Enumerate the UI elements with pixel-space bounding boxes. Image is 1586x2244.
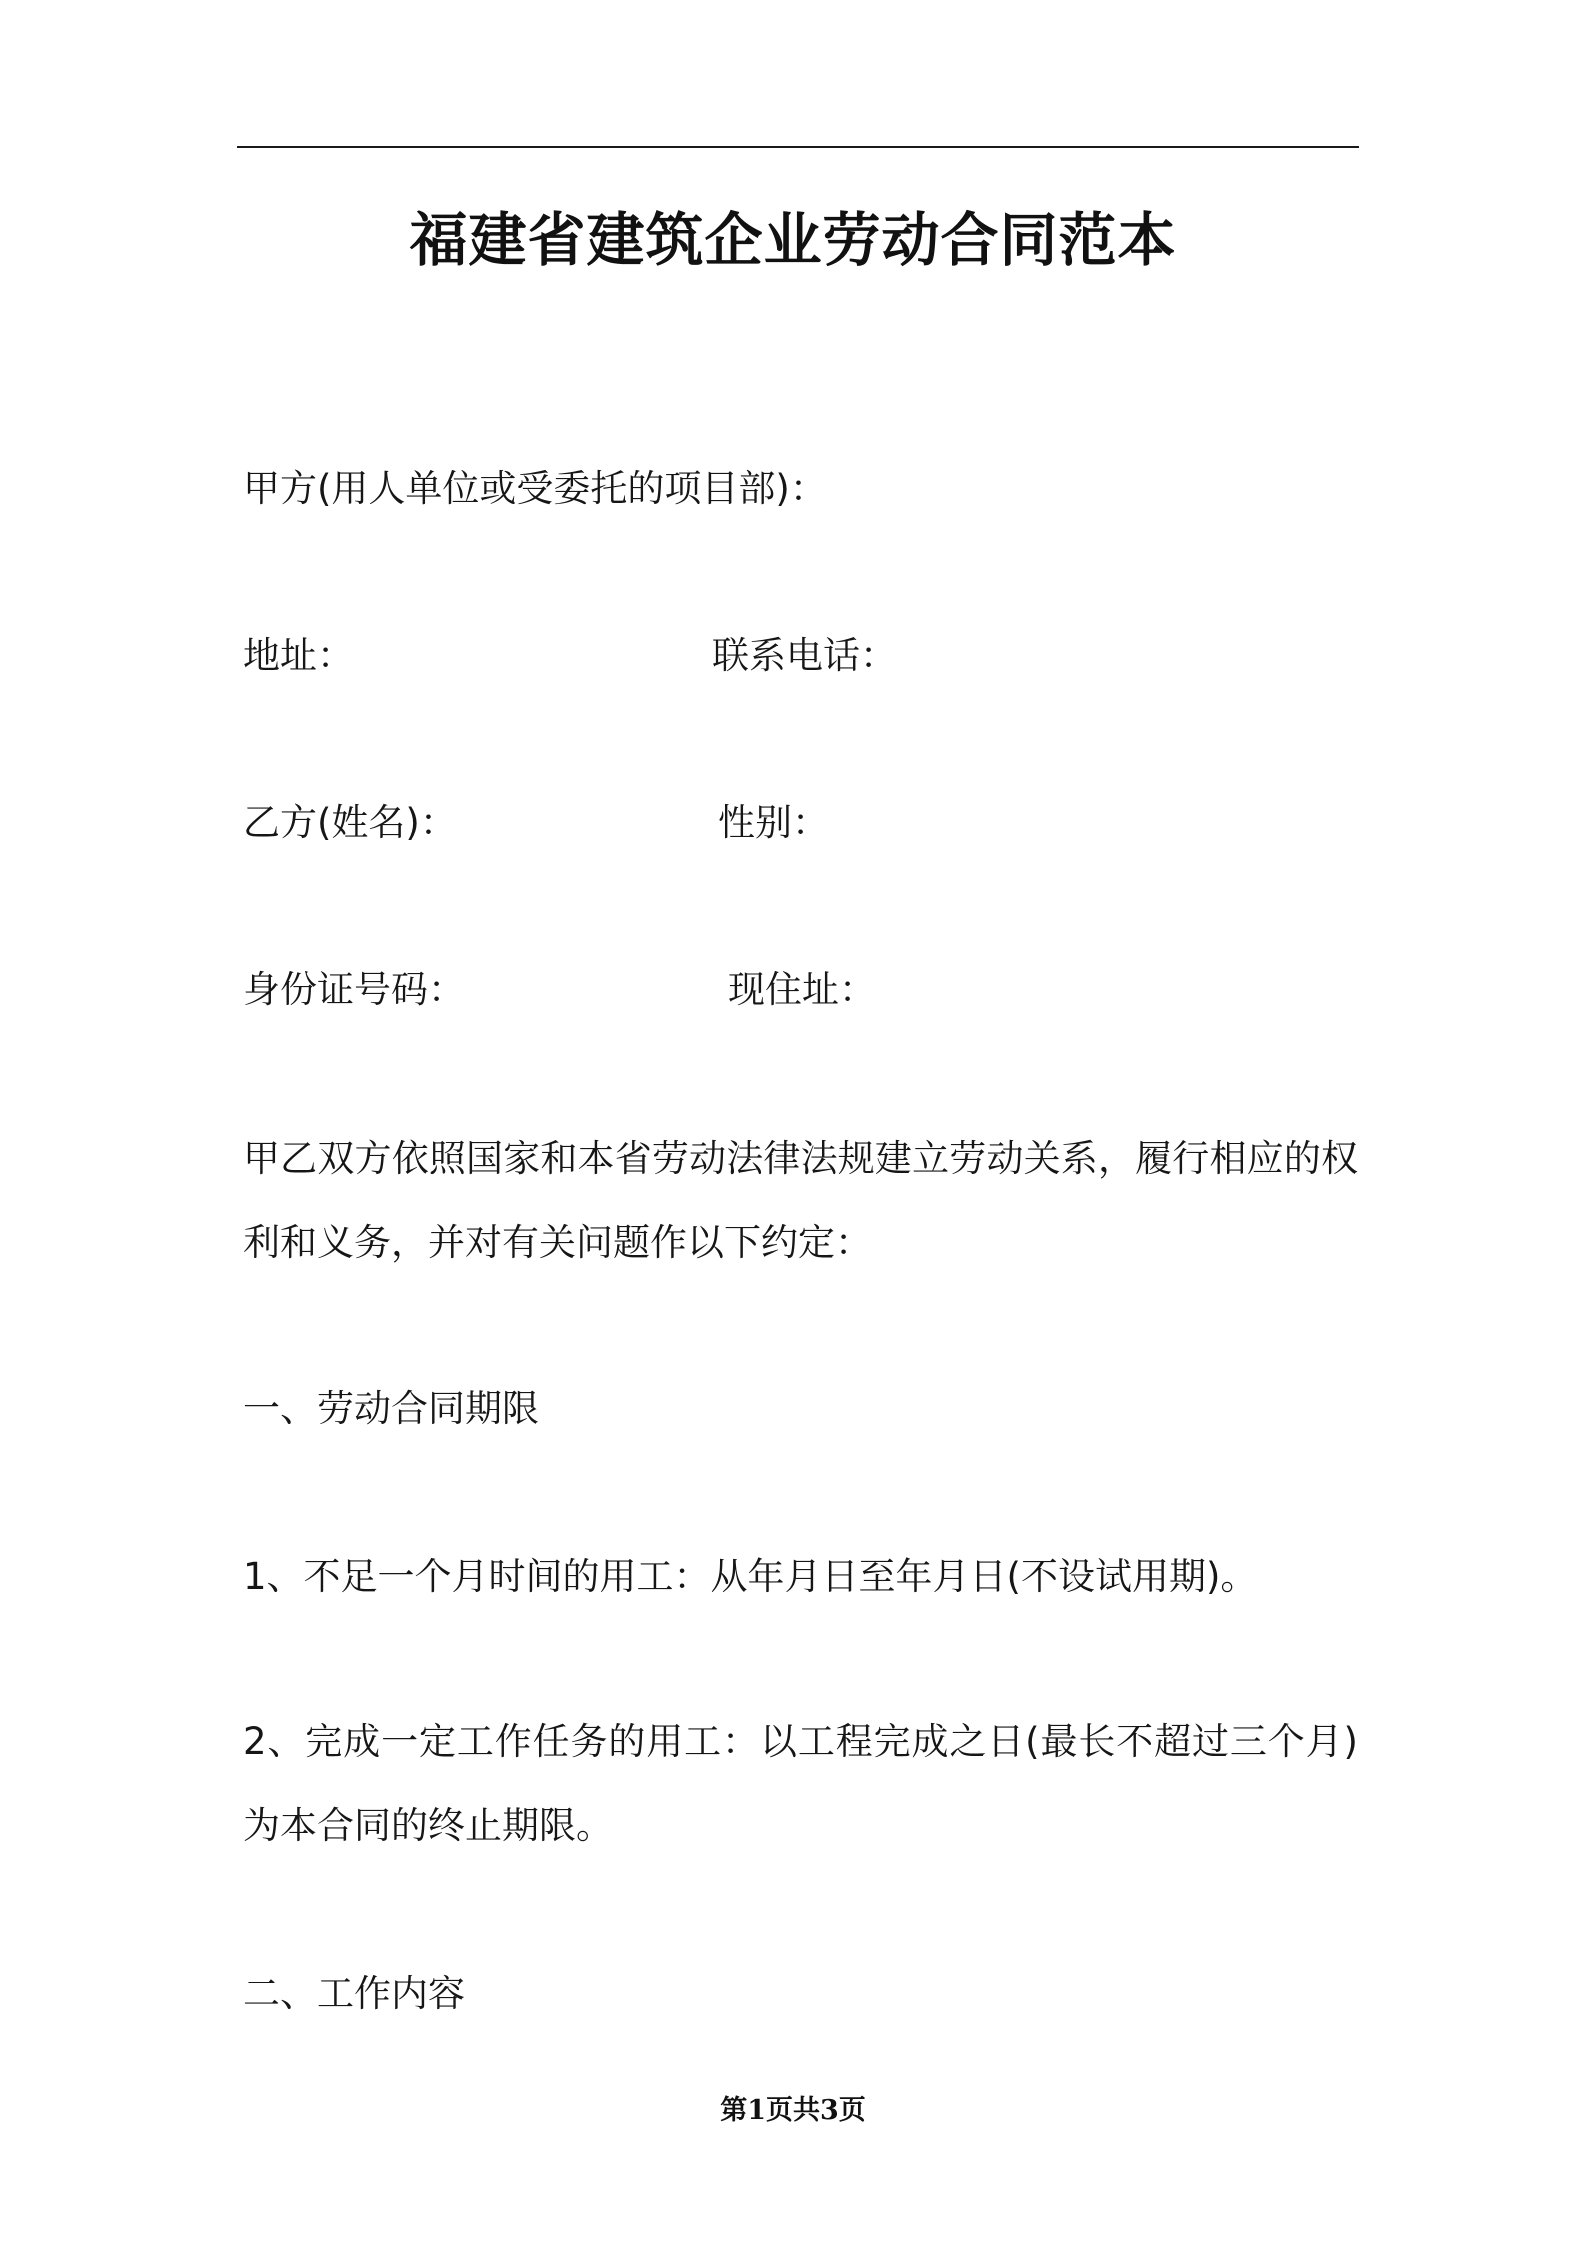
intro-paragraph: 甲乙双方依照国家和本省劳动法律法规建立劳动关系，履行相应的权利和义务，并对有关问题作以下约定： xyxy=(243,1137,1358,1264)
current-address-label: 现住址： xyxy=(728,968,876,1011)
section-1-heading: 一、劳动合同期限 xyxy=(243,1387,539,1430)
party-a-label: 甲方(用人单位或受委托的项目部)： xyxy=(243,467,827,510)
clause-1-2: 2、完成一定工作任务的用工：以工程完成之日(最长不超过三个月)为本合同的终止期限。 xyxy=(243,1720,1358,1847)
header-divider xyxy=(237,146,1359,148)
section-2-heading: 二、工作内容 xyxy=(243,1972,465,2015)
gender-label: 性别： xyxy=(718,801,829,844)
phone-label: 联系电话： xyxy=(712,634,897,677)
document-title: 福建省建筑企业劳动合同范本 xyxy=(409,206,1177,274)
page-indicator: 第1页共3页 xyxy=(720,2095,866,2126)
id-number-label: 身份证号码： xyxy=(243,968,465,1011)
party-b-label: 乙方(姓名)： xyxy=(243,801,457,844)
clause-1-1: 1、不足一个月时间的用工：从年月日至年月日(不设试用期)。 xyxy=(243,1555,1258,1598)
address-label: 地址： xyxy=(243,634,354,677)
